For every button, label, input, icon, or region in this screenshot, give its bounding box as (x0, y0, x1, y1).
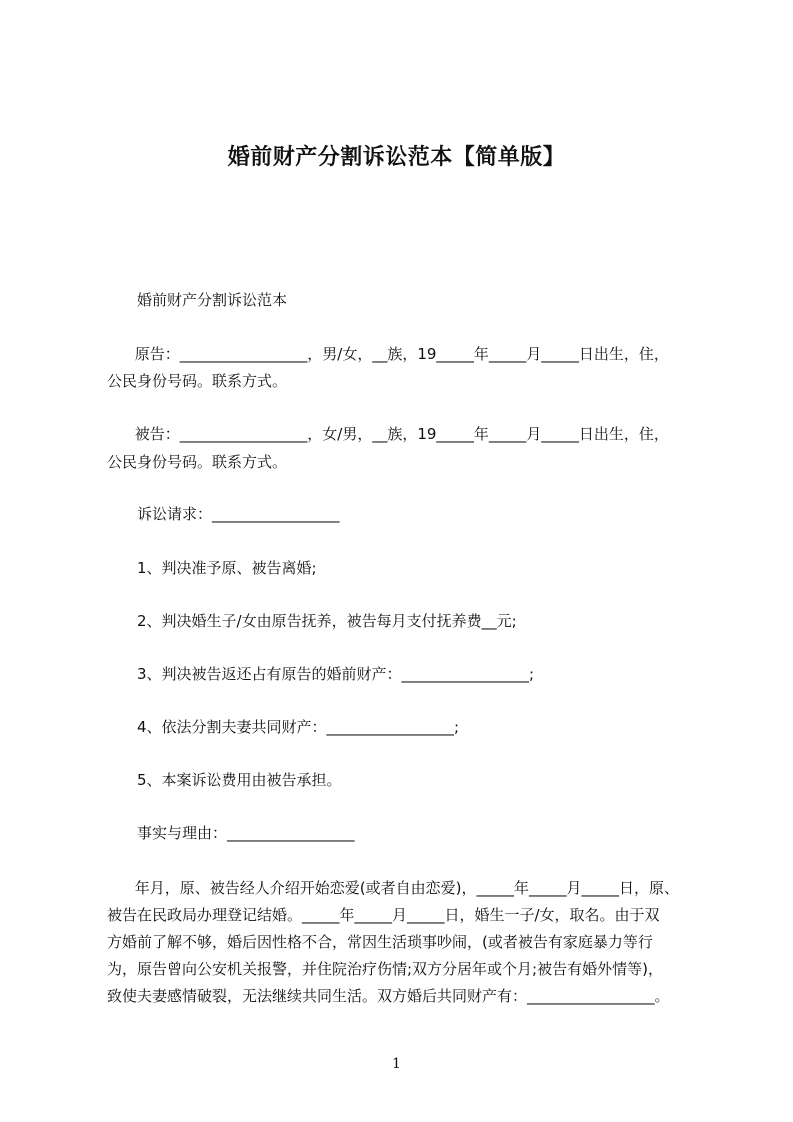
claims-heading: 诉讼请求：_________________ (137, 505, 340, 523)
claim-item: 4、依法分割夫妻共同财产：_________________; (137, 718, 460, 736)
claim-item: 1、判决准予原、被告离婚; (137, 559, 317, 577)
page-number: 1 (392, 1056, 401, 1072)
facts-paragraph-line: 致使夫妻感情破裂，无法继续共同生活。双方婚后共同财产有：_________________。 (107, 987, 670, 1005)
claim-item: 5、本案诉讼费用由被告承担。 (137, 771, 342, 789)
facts-heading: 事实与理由：_________________ (137, 824, 355, 842)
plaintiff-line-1: 原告：_________________，男/女，__族，19_____年_____月_____日出生，住， (130, 345, 669, 363)
defendant-line-2: 公民身份号码。联系方式。 (107, 453, 288, 471)
facts-paragraph-line: 为，原告曾向公安机关报警，并住院治疗伤情;双方分居年或个月;被告有婚外情等)， (107, 960, 663, 978)
defendant-line-1: 被告：_________________，女/男，__族，19_____年_____月_____日出生，住， (130, 425, 669, 443)
claim-item: 2、判决婚生子/女由原告抚养，被告每月支付抚养费__元; (137, 612, 517, 630)
document-subtitle: 婚前财产分割诉讼范本 (137, 291, 288, 309)
claim-item: 3、判决被告返还占有原告的婚前财产：_________________; (137, 665, 535, 683)
plaintiff-line-2: 公民身份号码。联系方式。 (107, 372, 288, 390)
document-title: 婚前财产分割诉讼范本【简单版】 (227, 145, 566, 170)
facts-paragraph-line: 方婚前了解不够，婚后因性格不合，常因生活琐事吵闹，(或者被告有家庭暴力等行 (107, 933, 653, 951)
facts-paragraph-line: 被告在民政局办理登记结婚。_____年_____月_____日，婚生一子/女，取名。由于双 (107, 906, 660, 924)
facts-paragraph-line: 年月，原、被告经人介绍开始恋爱(或者自由恋爱)，_____年_____月_____日，原、 (130, 879, 679, 897)
